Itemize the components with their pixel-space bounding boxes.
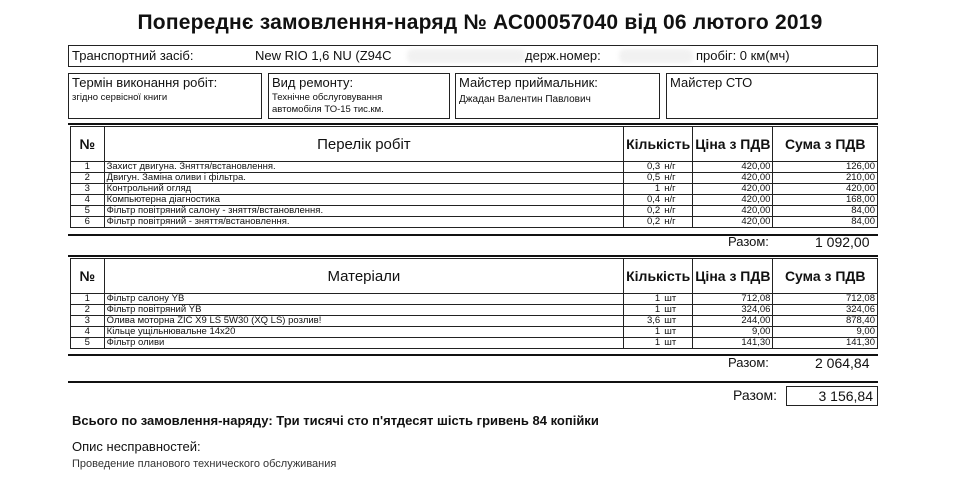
materials-row	[71, 327, 878, 338]
row-unit: н/г	[662, 173, 692, 184]
master-box	[455, 73, 660, 119]
row-price: 420,00	[693, 184, 773, 195]
row-number: 4	[71, 327, 105, 338]
sto-master-label: Майстер СТО	[670, 75, 753, 90]
materials-header-row	[71, 259, 878, 294]
row-unit: шт	[662, 294, 692, 305]
materials-col-sum: Сума з ПДВ	[773, 259, 878, 294]
materials-table	[70, 258, 878, 349]
deadline-label: Термін виконання робіт:	[72, 75, 218, 90]
works-row	[71, 173, 878, 184]
row-sum: 420,00	[773, 184, 878, 195]
row-price: 420,00	[693, 162, 773, 173]
master-value: Джадан Валентин Павлович	[459, 94, 591, 105]
materials-row	[71, 316, 878, 327]
defects-label: Опис несправностей:	[72, 439, 201, 454]
master-label: Майстер приймальник:	[459, 75, 598, 90]
row-unit: н/г	[662, 162, 692, 173]
row-price: 712,08	[693, 294, 773, 305]
row-qty: 1	[624, 184, 663, 195]
document-title: Попереднє замовлення-наряд № АС00057040 від 06 лютого 2019	[137, 11, 823, 34]
sto-master-box	[666, 73, 878, 119]
mileage: пробіг: 0 км(мч)	[696, 48, 790, 63]
row-sum: 324,06	[773, 305, 878, 316]
row-qty: 1	[624, 338, 663, 349]
materials-col-price: Ціна з ПДВ	[693, 259, 773, 294]
row-name: Захист двигуна. Зняття/встановлення.	[104, 162, 623, 173]
works-total: 1 092,00	[815, 234, 870, 250]
works-row	[71, 206, 878, 217]
repair-type-line1: Технічне обслуговування	[272, 92, 383, 103]
row-qty: 0,5	[624, 173, 663, 184]
row-price: 420,00	[693, 206, 773, 217]
works-col-sum: Сума з ПДВ	[773, 127, 878, 162]
row-price: 9,00	[693, 327, 773, 338]
materials-total: 2 064,84	[815, 355, 870, 371]
works-total-label: Разом:	[728, 234, 769, 249]
materials-col-num: №	[71, 259, 105, 294]
repair-type-line2: автомобіля ТО-15 тис.км.	[272, 104, 384, 115]
row-number: 5	[71, 338, 105, 349]
row-qty: 1	[624, 294, 663, 305]
row-number: 5	[71, 206, 105, 217]
works-col-qty: Кількість	[624, 127, 693, 162]
row-sum: 9,00	[773, 327, 878, 338]
row-unit: шт	[662, 316, 692, 327]
row-sum: 126,00	[773, 162, 878, 173]
row-name: Фільтр повітряний салону - зняття/встановлення.	[104, 206, 623, 217]
row-name: Компьютерна діагностика	[104, 195, 623, 206]
row-name: Контрольний огляд	[104, 184, 623, 195]
repair-type-label: Вид ремонту:	[272, 75, 354, 90]
materials-total-label: Разом:	[728, 355, 769, 370]
plate-label: держ.номер:	[525, 48, 601, 63]
row-qty: 1	[624, 327, 663, 338]
row-number: 3	[71, 316, 105, 327]
row-unit: н/г	[662, 217, 692, 228]
row-unit: шт	[662, 305, 692, 316]
vehicle-box	[68, 45, 878, 67]
row-sum: 168,00	[773, 195, 878, 206]
row-name: Фільтр оливи	[104, 338, 623, 349]
grand-total-value: 3 156,84	[786, 386, 878, 406]
row-sum: 141,30	[773, 338, 878, 349]
materials-col-qty: Кількість	[624, 259, 693, 294]
row-price: 324,06	[693, 305, 773, 316]
works-col-num: №	[71, 127, 105, 162]
row-price: 244,00	[693, 316, 773, 327]
materials-row	[71, 305, 878, 316]
row-price: 141,30	[693, 338, 773, 349]
row-name: Фільтр повітряний - зняття/встановлення.	[104, 217, 623, 228]
row-unit: шт	[662, 327, 692, 338]
row-qty: 0,4	[624, 195, 663, 206]
row-unit: н/г	[662, 195, 692, 206]
materials-col-name: Матеріали	[104, 259, 623, 294]
row-sum: 84,00	[773, 217, 878, 228]
row-price: 420,00	[693, 217, 773, 228]
vehicle-label: Транспортний засіб:	[72, 48, 194, 63]
row-name: Двигун. Заміна оливи і фільтра.	[104, 173, 623, 184]
works-header-row	[71, 127, 878, 162]
row-sum: 878,40	[773, 316, 878, 327]
works-table	[70, 126, 878, 228]
row-name: Фільтр повітряний YB	[104, 305, 623, 316]
row-number: 1	[71, 162, 105, 173]
works-row	[71, 195, 878, 206]
row-qty: 3,6	[624, 316, 663, 327]
grand-divider	[68, 381, 878, 383]
row-price: 420,00	[693, 173, 773, 184]
row-price: 420,00	[693, 195, 773, 206]
row-sum: 712,08	[773, 294, 878, 305]
row-unit: н/г	[662, 184, 692, 195]
works-col-name: Перелік робіт	[104, 127, 623, 162]
row-sum: 84,00	[773, 206, 878, 217]
row-name: Кільце ущільнювальне 14х20	[104, 327, 623, 338]
works-row	[71, 162, 878, 173]
redacted-vin	[407, 49, 525, 63]
redacted-plate	[619, 49, 693, 63]
materials-row	[71, 338, 878, 349]
row-qty: 0,2	[624, 206, 663, 217]
defects-value: Проведение планового технического обслуживания	[72, 458, 337, 470]
row-unit: шт	[662, 338, 692, 349]
row-number: 4	[71, 195, 105, 206]
row-unit: н/г	[662, 206, 692, 217]
row-qty: 1	[624, 305, 663, 316]
row-name: Олива моторна ZIC X9 LS 5W30 (XQ LS) розлив!	[104, 316, 623, 327]
row-sum: 210,00	[773, 173, 878, 184]
grand-total-label: Разом:	[733, 387, 778, 403]
repair-type-box	[268, 73, 450, 119]
deadline-box	[68, 73, 262, 119]
row-name: Фільтр салону YB	[104, 294, 623, 305]
row-number: 6	[71, 217, 105, 228]
works-col-price: Ціна з ПДВ	[693, 127, 773, 162]
row-qty: 0,2	[624, 217, 663, 228]
deadline-value: згідно сервісної книги	[72, 92, 168, 103]
row-number: 3	[71, 184, 105, 195]
works-row	[71, 217, 878, 228]
summary-text: Всього по замовлення-наряду: Три тисячі сто п'ятдесят шість гривень 84 копійки	[72, 413, 599, 428]
row-number: 2	[71, 173, 105, 184]
row-qty: 0,3	[624, 162, 663, 173]
works-row	[71, 184, 878, 195]
row-number: 1	[71, 294, 105, 305]
row-number: 2	[71, 305, 105, 316]
vehicle-model: New RIO 1,6 NU (Z94C	[255, 48, 392, 63]
materials-row	[71, 294, 878, 305]
